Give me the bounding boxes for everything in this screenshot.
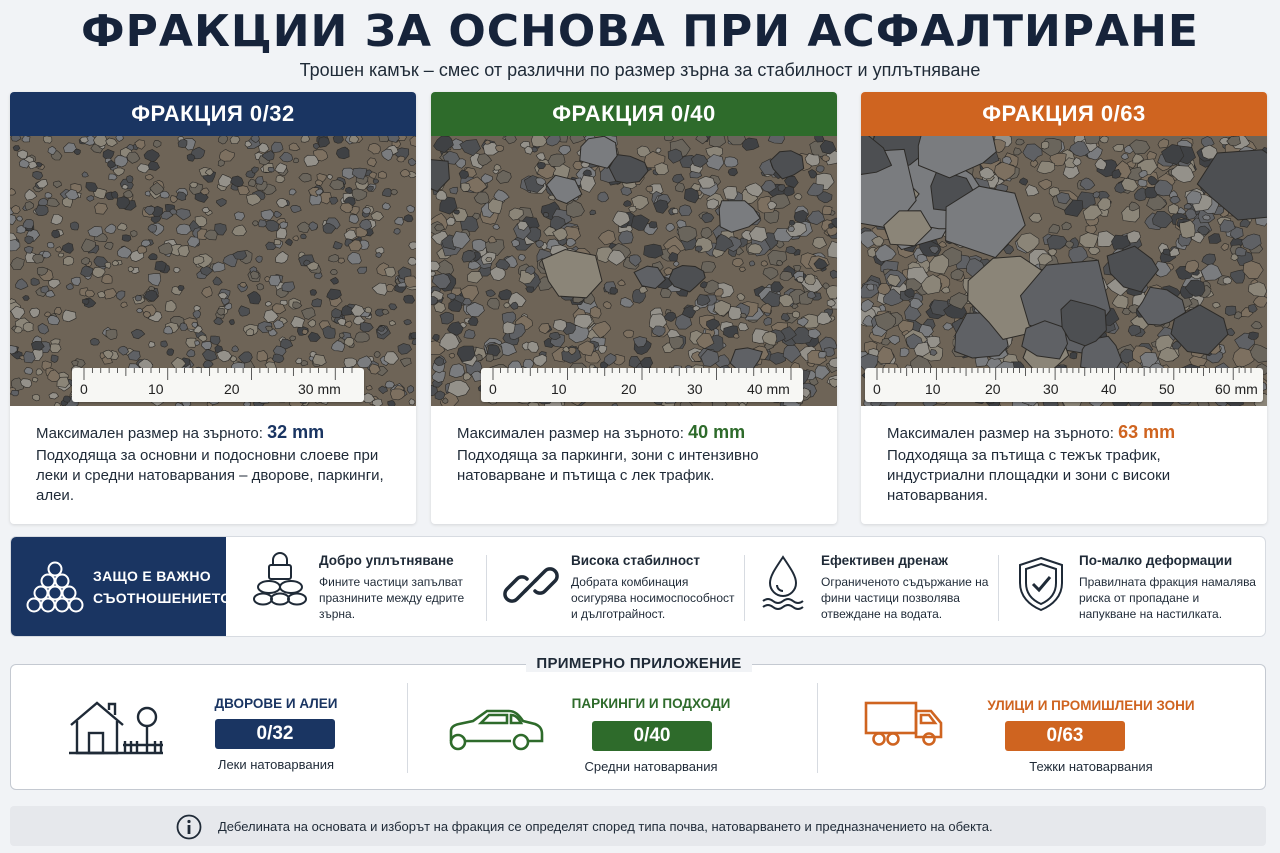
application-title: ПРИМЕРНО ПРИЛОЖЕНИЕ — [526, 655, 752, 672]
use-parking — [411, 665, 816, 789]
ruler-label: 10 — [148, 381, 164, 397]
why-heading — [11, 537, 232, 636]
fraction-description: Подходяща за паркинги, зони с интензивно натоварване и пътища с лек трафик. — [457, 447, 759, 484]
divider — [744, 555, 745, 621]
benefit-text: Правилната фракция намалява риска от пропадане и напукване на настилката. — [1079, 575, 1256, 621]
ruler-label: 40 mm — [747, 381, 790, 397]
ruler-label: 0 — [489, 381, 497, 397]
truck-icon — [863, 699, 947, 747]
ruler-label: 60 mm — [1215, 381, 1258, 397]
benefit-drainage — [751, 537, 996, 636]
divider — [998, 555, 999, 621]
ruler-label: 0 — [80, 381, 88, 397]
benefit-stability — [491, 537, 741, 636]
ruler-label: 20 — [224, 381, 240, 397]
benefit-title: Добро уплътняване — [319, 553, 454, 568]
lock-stack-icon — [253, 551, 307, 611]
max-size-value: 32 mm — [267, 422, 325, 442]
page-title: ФРАКЦИИ ЗА ОСНОВА ПРИ АСФАЛТИРАНЕ — [81, 6, 1199, 57]
stacked-balls-icon — [25, 559, 85, 615]
benefit-title: Ефективен дренаж — [821, 553, 948, 568]
benefit-text: Добрата комбинация осигурява носимоспособност и дълготрайност. — [571, 575, 735, 621]
benefit-text: Ограниченото съдържание на фини частици позволява отвеждане на водата. — [821, 575, 989, 621]
fraction-description: Подходяща за основни и подосновни слоеве при леки и средни натоварвания – дворове, паркинги, алеи. — [36, 447, 384, 504]
ruler — [481, 368, 803, 402]
use-name: ПАРКИНГИ И ПОДХОДИ — [571, 696, 731, 711]
load-label: Средни натоварвания — [584, 759, 718, 774]
fraction-card-title: ФРАКЦИЯ 0/40 — [431, 92, 837, 136]
fraction-card-title: ФРАКЦИЯ 0/63 — [861, 92, 1267, 136]
use-name: УЛИЦИ И ПРОМИШЛЕНИ ЗОНИ — [987, 698, 1195, 713]
shield-check-icon — [1015, 555, 1067, 613]
load-label: Леки натоварвания — [217, 757, 335, 772]
divider — [486, 555, 487, 621]
ruler-label: 30 — [687, 381, 703, 397]
benefit-deformation — [1003, 537, 1265, 636]
divider — [817, 683, 818, 773]
ruler-label: 10 — [551, 381, 567, 397]
application-panel — [10, 655, 1266, 790]
info-note — [10, 806, 1266, 846]
fraction-badge: 0/32 — [215, 719, 335, 749]
max-size-line — [36, 422, 392, 444]
load-label: Тежки натоварвания — [1029, 759, 1153, 774]
gravel-photo-0-63 — [861, 136, 1267, 406]
info-note-text: Дебелината на основата и изборът на фракция се определят според типа почва, натоварването и предназначението на обекта. — [218, 819, 993, 834]
ruler-label: 20 — [621, 381, 637, 397]
fraction-card-0-32 — [10, 92, 416, 524]
benefit-compaction — [241, 537, 486, 636]
page-subtitle: Трошен камък – смес от различни по размер зърна за стабилност и уплътняване — [299, 60, 981, 80]
water-drop-icon — [761, 553, 805, 611]
info-icon — [176, 814, 202, 840]
ruler-label: 50 — [1159, 381, 1175, 397]
use-streets-industrial — [821, 665, 1266, 789]
max-size-value: 40 mm — [688, 422, 746, 442]
ruler-label: 40 — [1101, 381, 1117, 397]
house-icon — [67, 695, 163, 759]
ruler-label: 20 — [985, 381, 1001, 397]
ruler — [865, 368, 1263, 402]
max-size-label: Максимален размер на зърното: — [36, 425, 263, 442]
use-yards-alleys — [11, 665, 406, 789]
benefit-title: Висока стабилност — [571, 553, 701, 568]
gravel-texture — [431, 136, 837, 406]
ruler — [72, 368, 364, 402]
max-size-value: 63 mm — [1118, 422, 1176, 442]
fraction-badge: 0/63 — [1005, 721, 1125, 751]
benefit-title: По-малко деформации — [1079, 553, 1233, 568]
fraction-card-title: ФРАКЦИЯ 0/32 — [10, 92, 416, 136]
fraction-card-0-40 — [431, 92, 837, 524]
fraction-badge: 0/40 — [592, 721, 712, 751]
use-name: ДВОРОВЕ И АЛЕИ — [214, 696, 338, 711]
ruler-label: 30 mm — [298, 381, 341, 397]
why-heading-line: ЗАЩО Е ВАЖНО — [93, 567, 211, 584]
why-panel — [10, 536, 1266, 637]
max-size-line — [457, 422, 813, 444]
ruler-label: 0 — [873, 381, 881, 397]
max-size-label: Максимален размер на зърното: — [887, 425, 1114, 442]
gravel-photo-0-32 — [10, 136, 416, 406]
car-icon — [445, 707, 545, 753]
divider — [407, 683, 408, 773]
ruler-label: 10 — [925, 381, 941, 397]
ruler-label: 30 — [1043, 381, 1059, 397]
fraction-description: Подходяща за пътища с тежък трафик, индустриални площадки и зони с високи натоварвания. — [887, 447, 1171, 504]
why-heading-line: СЪОТНОШЕНИЕТО — [93, 589, 232, 606]
max-size-line — [887, 422, 1243, 444]
max-size-label: Максимален размер на зърното: — [457, 425, 684, 442]
gravel-photo-0-40 — [431, 136, 837, 406]
fraction-card-0-63 — [861, 92, 1267, 524]
gravel-texture — [861, 136, 1267, 406]
benefit-text: Фините частици запълват празнините между едрите зърна. — [319, 575, 465, 621]
gravel-texture — [10, 136, 416, 406]
chain-icon — [503, 557, 559, 613]
